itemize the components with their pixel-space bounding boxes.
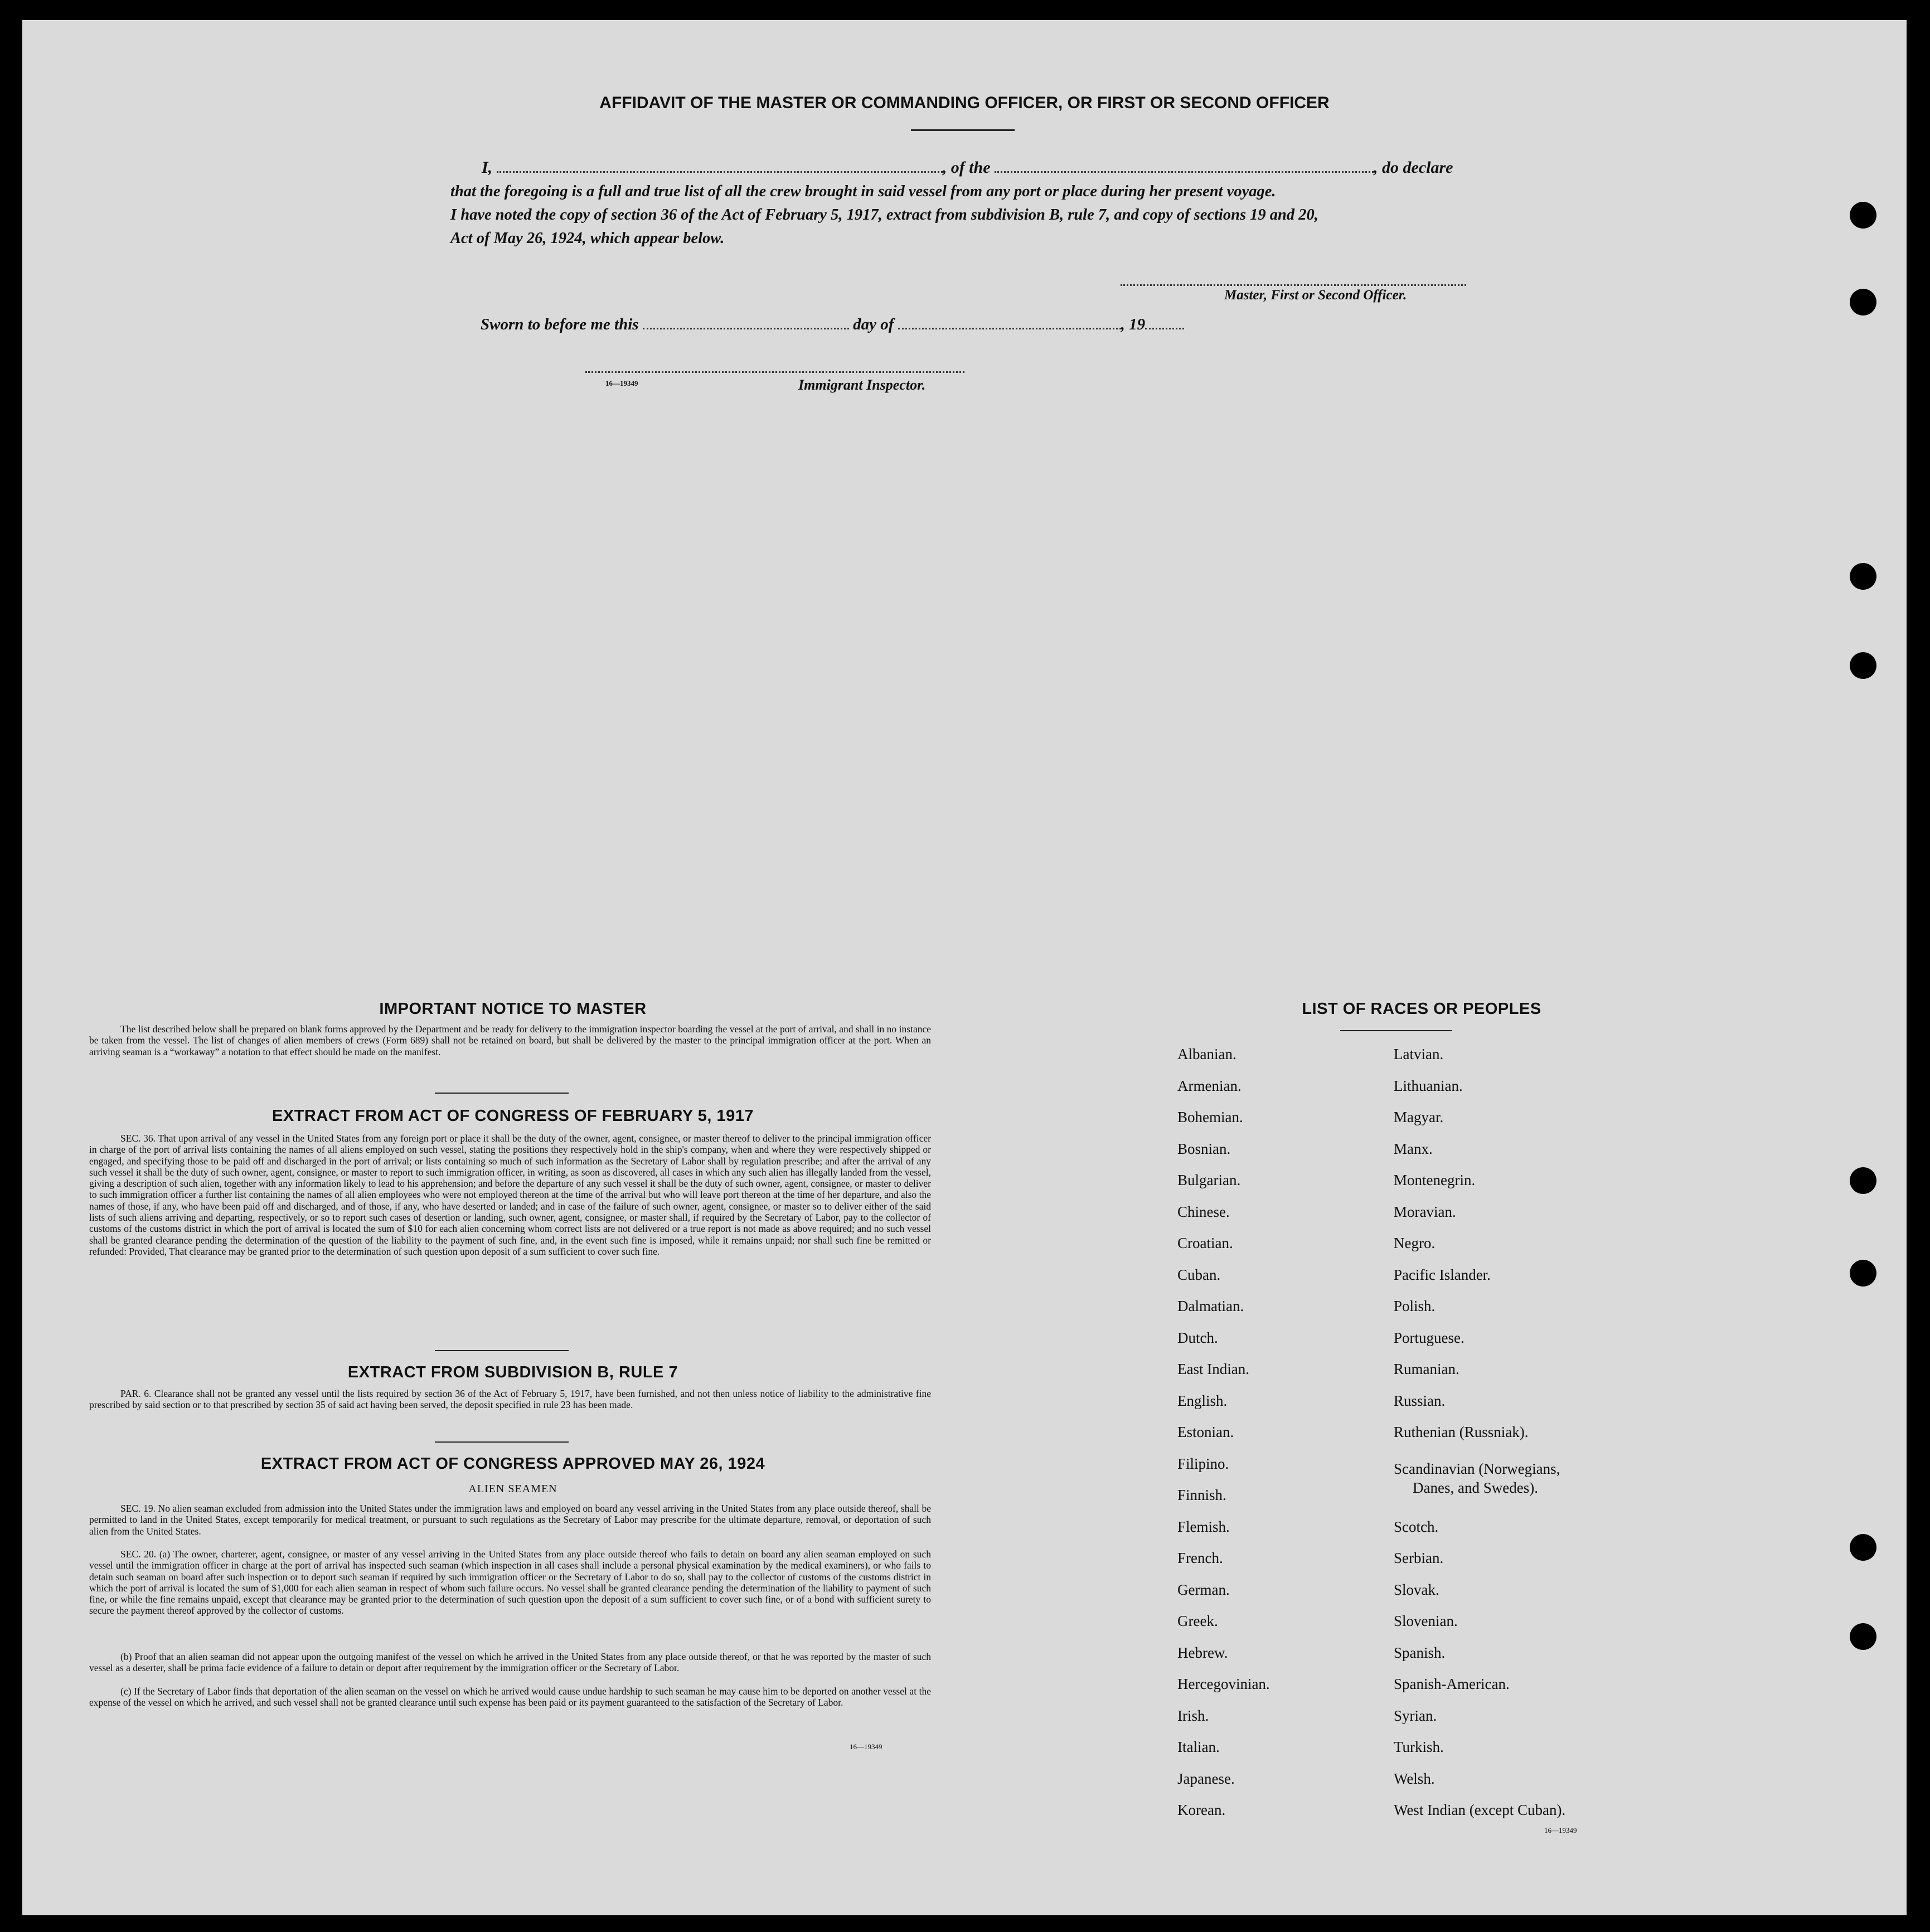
form-page [22, 20, 1907, 1915]
race-item: Turkish. [1394, 1739, 1444, 1755]
affidavit-title: AFFIDAVIT OF THE MASTER OR COMMANDING OFFICER, OR FIRST OR SECOND OFFICER [599, 94, 1330, 112]
affidavit-do-declare: , do declare [1374, 158, 1453, 177]
master-signature-line[interactable] [1121, 284, 1466, 286]
race-item: Bohemian. [1177, 1109, 1243, 1125]
sworn-month-field[interactable] [898, 315, 1121, 329]
affidavit-line-4: Act of May 26, 1924, which appear below. [450, 230, 725, 247]
extract-1917-title: EXTRACT FROM ACT OF CONGRESS OF FEBRUARY 5, 1917 [271, 1107, 754, 1125]
race-item: Flemish. [1177, 1518, 1230, 1535]
race-item: Negro. [1394, 1235, 1436, 1251]
race-item: Hercegovinian. [1177, 1676, 1270, 1692]
affidavit-line-3: I have noted the copy of section 36 of the Act of February 5, 1917, extract from subdivision B, rule 7, and copy of sections 19 and 20, [450, 206, 1318, 224]
race-item: Magyar. [1394, 1109, 1444, 1125]
extract-1917-rule [435, 1350, 569, 1351]
extract-1924-title: EXTRACT FROM ACT OF CONGRESS APPROVED MAY 26, 1924 [260, 1455, 765, 1473]
race-item: Japanese. [1177, 1770, 1235, 1787]
race-item: Portuguese. [1394, 1329, 1465, 1346]
race-item: Rumanian. [1394, 1361, 1459, 1377]
sworn-year: , 19 [1121, 315, 1146, 333]
punch-hole [1850, 1167, 1876, 1194]
race-item: Montenegrin. [1394, 1172, 1476, 1188]
extract-1924-sec19: SEC. 19. No alien seaman excluded from admission into the United States under the immigration laws and employed on board any vessel arriving in the United States from any place outside thereof, shall be permitted to land in the United States, except temporarily for medical treatment, or pursuant to such regulations as the Secretary of Labor may prescribe for the ultimate departure, removal, or deportation of such alien from the United States. [89, 1503, 931, 1537]
affidavit-i: I, [482, 158, 493, 177]
race-item: Slovak. [1394, 1581, 1439, 1598]
race-item: Albanian. [1177, 1046, 1236, 1062]
sworn-day-of: day of [853, 315, 894, 333]
race-item: Croatian. [1177, 1235, 1233, 1251]
name-field[interactable] [497, 159, 943, 173]
inspector-signature-line[interactable] [585, 371, 964, 373]
notice-rule [435, 1093, 569, 1094]
affidavit-line-2: that the foregoing is a full and true list of all the crew brought in said vessel from any port or place during her present voyage. [450, 183, 1276, 200]
race-item: Irish. [1177, 1707, 1209, 1724]
race-item: Pacific Islander. [1394, 1266, 1491, 1283]
races-title: LIST OF RACES OR PEOPLES [1302, 1000, 1541, 1018]
sworn-day-field[interactable] [643, 315, 849, 329]
punch-hole [1850, 1623, 1876, 1650]
race-item: German. [1177, 1581, 1230, 1598]
extract-1924-form-number: 16—19349 [850, 1742, 882, 1751]
race-item: Finnish. [1177, 1487, 1226, 1503]
race-item: Manx. [1394, 1140, 1433, 1157]
race-item: Italian. [1177, 1739, 1220, 1755]
races-form-number: 16—19349 [1544, 1826, 1577, 1834]
race-item: Bosnian. [1177, 1140, 1231, 1157]
race-item: Estonian. [1177, 1424, 1234, 1440]
race-item: Syrian. [1394, 1707, 1437, 1724]
race-item: Hebrew. [1177, 1644, 1228, 1661]
race-item: Dutch. [1177, 1329, 1218, 1346]
notice-text: The list described below shall be prepared on blank forms approved by the Department and be ready for delivery to the immigration inspector boarding the vessel at the port of arrival, and shall in no instance be taken from the vessel. The list of changes of alien members of crews (Form 689) shall not be retained on board, but shall be delivered by the master to the principal immigration officer at the port. When an arriving seaman is a “workaway” a notation to that effect should be made on the manifest. [89, 1023, 931, 1057]
inspector-label: Immigrant Inspector. [798, 377, 926, 393]
race-item: East Indian. [1177, 1361, 1249, 1377]
extract-rule7-rule [435, 1441, 569, 1443]
race-item: Moravian. [1394, 1203, 1456, 1220]
punch-hole [1850, 1534, 1876, 1561]
punch-hole [1850, 1260, 1876, 1287]
extract-1924-sec20c: (c) If the Secretary of Labor finds that deportation of the alien seaman on the vessel on which he arrived would cause undue hardship to such seaman he may cause him to be deported on another vessel at the expense of the vessel on which he arrived, and such vessel shall not be granted clearance until such expense has been paid or its payment guaranteed to the satisfaction of the Secretary of Labor. [89, 1686, 931, 1708]
race-item: Bulgarian. [1177, 1172, 1241, 1188]
punch-hole [1850, 563, 1876, 590]
title-rule [911, 129, 1015, 131]
race-item: French. [1177, 1550, 1223, 1566]
race-item: Latvian. [1394, 1046, 1444, 1062]
sworn-prefix: Sworn to before me this [481, 315, 639, 333]
master-signature-label: Master, First or Second Officer. [1224, 288, 1407, 303]
sworn-line [481, 315, 1184, 334]
affidavit-form-number: 16—19349 [605, 379, 638, 387]
extract-rule7-title: EXTRACT FROM SUBDIVISION B, RULE 7 [347, 1363, 678, 1381]
race-item: Dalmatian. [1177, 1298, 1244, 1314]
punch-hole [1850, 652, 1876, 679]
affidavit-line-1 [482, 158, 1453, 177]
extract-rule7-text: PAR. 6. Clearance shall not be granted any vessel until the lists required by section 36 of the Act of February 5, 1917, have been furnished, and not then unless notice of liability to the administrative fine prescribed by said section or to that prescribed by section 35 of said act having been served, the deposit specified in rule 23 has been made. [89, 1388, 931, 1411]
race-item: Slovenian. [1394, 1613, 1458, 1629]
race-item: English. [1177, 1392, 1228, 1409]
race-item: Greek. [1177, 1613, 1218, 1629]
extract-1924-sec20a: SEC. 20. (a) The owner, charterer, agent, consignee, or master of any vessel arriving in the United States from any place outside thereof who fails to detain on board any alien seaman employed on such vessel until the immigration officer in charge at the port of arrival has inspected such seaman (which inspection in all cases shall include a personal physical examination by the medical examiners), or who fails to detain such seaman on board after such inspection or to deport such seaman if required by such immigration officer or the Secretary of Labor to do so, shall pay to the collector of customs of the customs district in which the port of arrival is located the sum of $1,000 for each alien seaman in respect of whom such failure occurs. No vessel shall be granted clearance pending the determination of the liability to payment of such fine, or while the fine remains unpaid, except that clearance may be granted prior to the determination of such question upon the deposit of a sum sufficient to cover such fine, or of a bond with sufficient surety to secure the payment thereof approved by the collector of customs. [89, 1548, 931, 1617]
affidavit-of-the: , of the [942, 158, 991, 177]
race-item: Spanish-American. [1394, 1676, 1510, 1692]
race-item: Spanish. [1394, 1644, 1446, 1661]
punch-hole [1850, 289, 1876, 315]
races-rule [1340, 1030, 1452, 1031]
race-item: Lithuanian. [1394, 1077, 1463, 1094]
extract-1924-subtitle: ALIEN SEAMEN [468, 1483, 557, 1495]
race-item: Scotch. [1394, 1518, 1439, 1535]
race-item: Chinese. [1177, 1203, 1230, 1220]
race-item: Armenian. [1177, 1077, 1242, 1094]
race-item: Cuban. [1177, 1266, 1221, 1283]
race-item: Korean. [1177, 1802, 1226, 1818]
extract-1917-text: SEC. 36. That upon arrival of any vessel in the United States from any foreign port or place it shall be the duty of the owner, agent, consignee, or master thereof to deliver to the principal immigration officer in charge of the port of arrival lists containing the names of all aliens employed on such vessel, stating the positions they respectively hold in the ship's company, when and where they were respectively shipped or engaged, and specifying those to be paid off and discharged in the port of arrival; or lists containing so much of such information as the Secretary of Labor shall by regulation prescribe; and after the arrival of any such vessel it shall be the duty of such owner, agent, consignee, or master to report to such immigration officer, in writing, as soon as discovered, all cases in which any such alien has illegally landed from the vessel, giving a description of such alien, together with any information likely to lead to his apprehension; and before the departure of any such vessel it shall be the duty of such owner, agent, consignee, or master to deliver to such immigration officer a further list containing the names of all alien employees who were not employed thereon at the time of the arrival but who will leave port thereon at the time of her departure, and also the names of those, if any, who have been paid off and discharged, and of those, if any, who have deserted or landed; and in case of the failure of such owner, agent, consignee, or master so to deliver either of the said lists of such aliens arriving and departing, respectively, or so to report such cases of desertion or landing, such owner, agent, consignee, or master shall, if required by the Secretary of Labor, pay to the collector of customs of the customs district in which the port of arrival is located the sum of $10 for each alien concerning whom correct lists are not delivered or a true report is not made as above required; and no such vessel shall be granted clearance pending the determination of the question of the liability to the payment of such fine, and, in the event such fine is imposed, while it remains unpaid; nor shall such fine be remitted or refunded: Provided, That clearance may be granted prior to the determination of such question upon deposit of a sum sufficient to cover such fine. [89, 1133, 931, 1257]
vessel-field[interactable] [995, 159, 1374, 173]
extract-1924-sec20b: (b) Proof that an alien seaman did not appear upon the outgoing manifest of the vessel on which he arrived in the United States from any place outside thereof, or that he was reported by the master of such vessel as a deserter, shall be prima facie evidence of a failure to detain or deport after requirement by the immigration officer or the Secretary of Labor. [89, 1651, 931, 1674]
punch-hole [1850, 202, 1876, 229]
race-item: Filipino. [1177, 1455, 1229, 1472]
race-item: Danes, and Swedes). [1413, 1479, 1538, 1496]
race-item: Polish. [1394, 1298, 1436, 1314]
sworn-year-field[interactable] [1145, 315, 1184, 329]
race-item: Welsh. [1394, 1770, 1435, 1787]
race-item: West Indian (except Cuban). [1394, 1802, 1566, 1818]
race-item: Scandinavian (Norwegians, [1394, 1460, 1560, 1477]
notice-title: IMPORTANT NOTICE TO MASTER [379, 1000, 647, 1018]
race-item: Serbian. [1394, 1550, 1444, 1566]
race-item: Russian. [1394, 1392, 1446, 1409]
race-item: Ruthenian (Russniak). [1394, 1424, 1529, 1440]
